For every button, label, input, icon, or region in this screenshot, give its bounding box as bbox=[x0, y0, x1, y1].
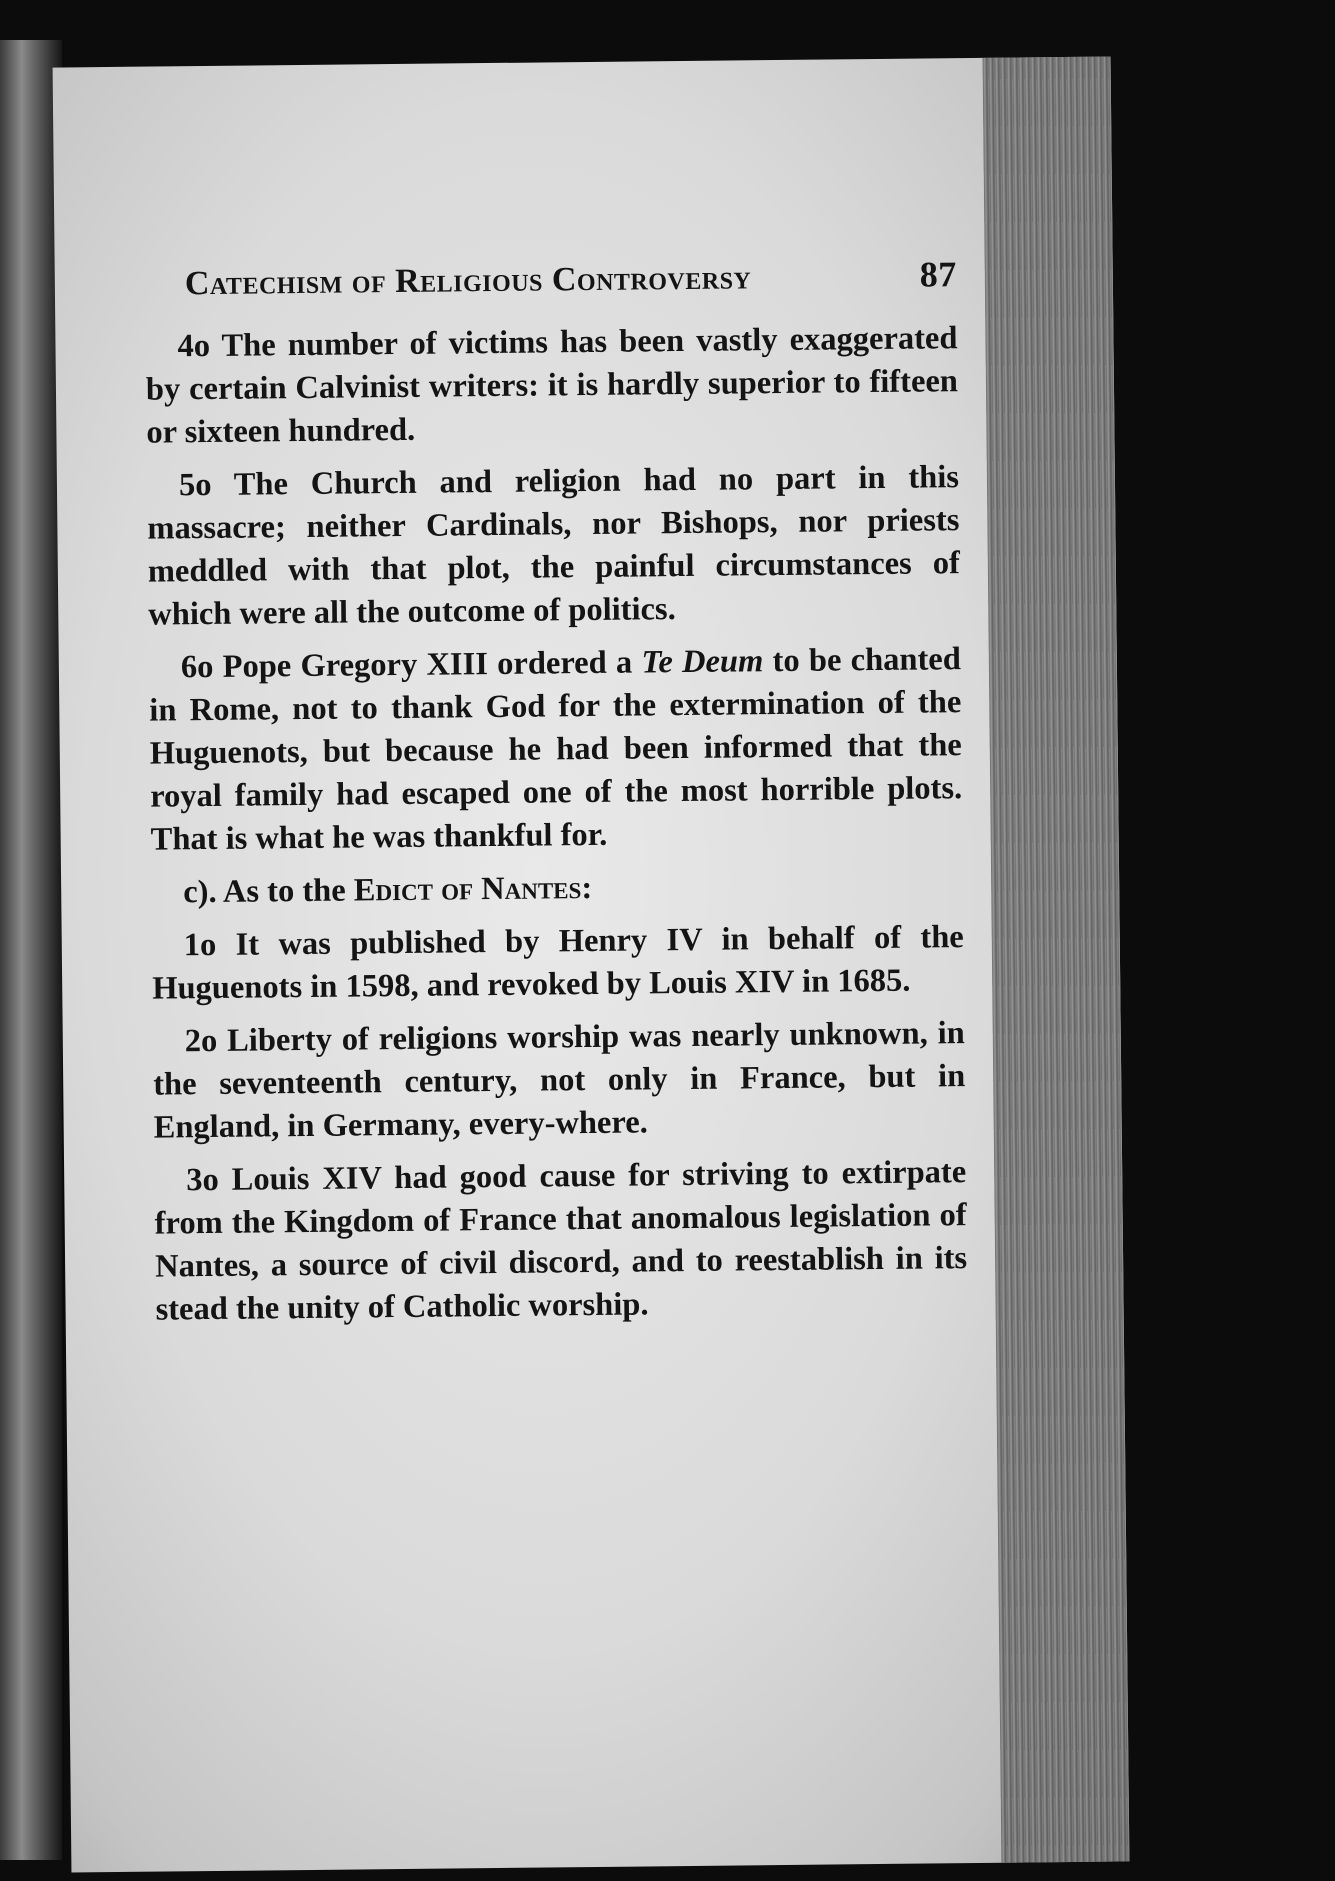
left-page-edge bbox=[0, 40, 62, 1860]
paragraph-c3: 3o Louis XIV had good cause for striving to extirpate from the Kingdom of France that anomalous legislation of Nantes, a source of civil discord, and to reestablish in its stead the unity of Catholic worship. bbox=[154, 1154, 968, 1328]
running-title: Catechism of Religious Controversy bbox=[184, 259, 752, 303]
section-c-suffix: : bbox=[581, 869, 593, 907]
paragraph-4: 4o The number of victims has been vastly exaggerated by certain Calvinist writers: it is hardly superior to fifteen or sixteen hundred. bbox=[145, 320, 959, 451]
paragraph-5: 5o The Church and religion had no part in this massacre; neither Cardinals, nor Bishops, nor priests meddled with that plot, the painful circumstances of which were all the outcome of politics. bbox=[147, 459, 961, 633]
paragraph-c2: 2o Liberty of religions worship was nearly unknown, in the seventeenth century, not only in France, but in England, in Germany, every-where. bbox=[153, 1015, 966, 1146]
page-edge-stack bbox=[983, 57, 1130, 1863]
edict-of-nantes-caps: Edict of Nantes bbox=[353, 870, 582, 909]
paragraph-6 bbox=[149, 638, 963, 861]
paragraph-c1: 1o It was published by Henry IV in behalf of the Huguenots in 1598, and revoked by Louis XIV in 1685. bbox=[152, 919, 964, 1007]
paragraph-6-text-b: to be chanted in Rome, not to thank God for the extermination of the Huguenots, but because he had been informed that the royal family had escaped one of the most horrible plots. That is what he was thankful for. bbox=[149, 641, 963, 858]
book-page bbox=[53, 57, 1130, 1873]
running-head bbox=[185, 253, 957, 303]
page-number: 87 bbox=[919, 254, 958, 295]
section-c-heading bbox=[151, 863, 963, 915]
page-text bbox=[145, 253, 968, 1341]
paragraph-6-text-a: 6o Pope Gregory XIII ordered a bbox=[180, 644, 642, 686]
te-deum-italic: Te Deum bbox=[641, 643, 764, 681]
section-c-prefix: c). As to the bbox=[183, 872, 354, 911]
